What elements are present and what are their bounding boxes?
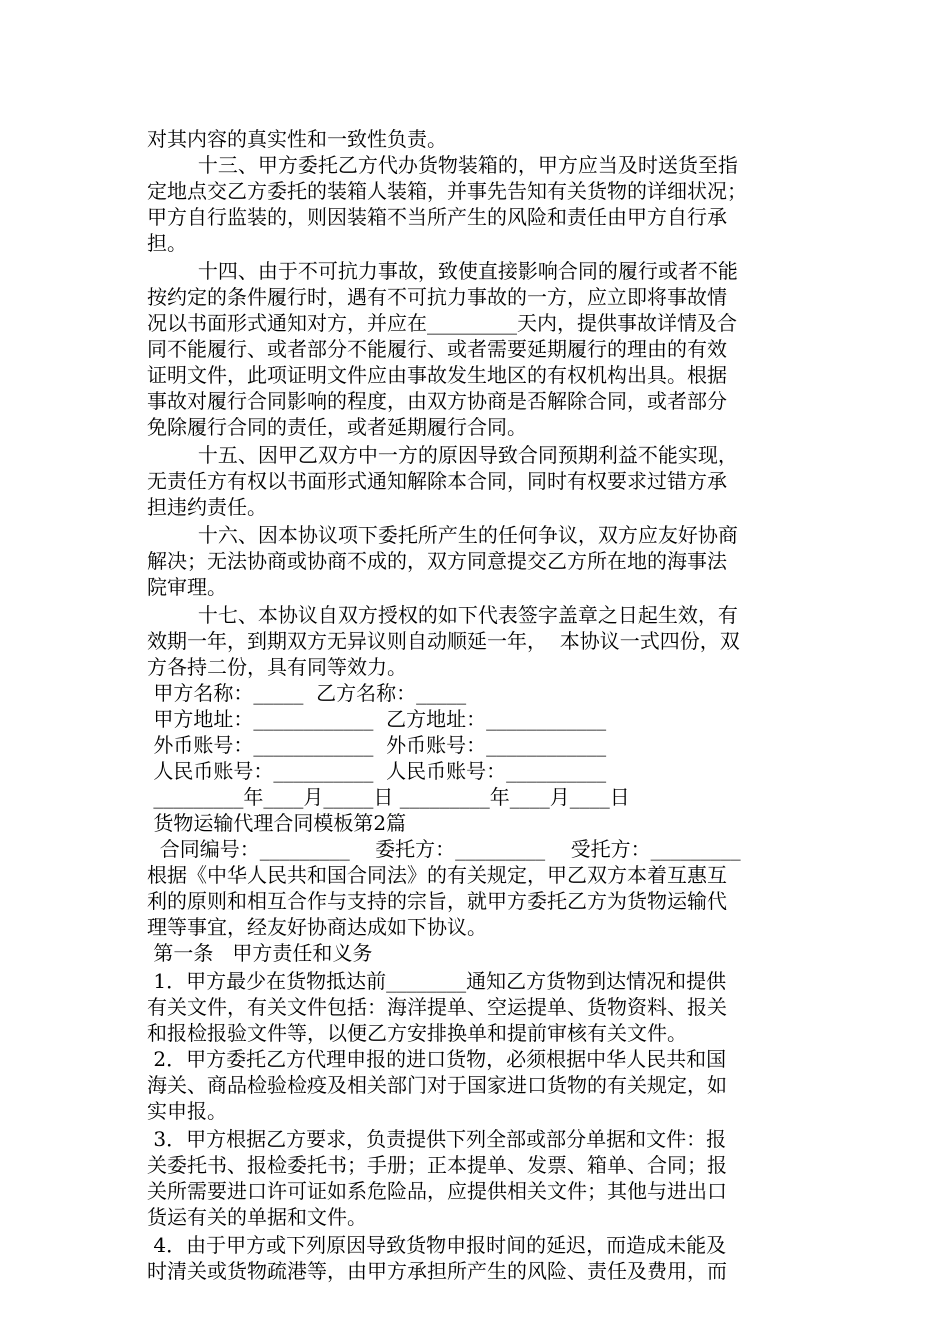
text-line: 十五、因甲乙双方中一方的原因导致合同预期利益不能实现， (147, 443, 738, 467)
text-line: 同不能履行、或者部分不能履行、或者需要延期履行的理由的有效 (147, 337, 727, 361)
text-line: 理等事宜，经友好协商达成如下协议。 (147, 915, 487, 939)
text-line: 效期一年，到期双方无异议则自动顺延一年， 本协议一式四份，双 (147, 629, 740, 653)
text-line: 况以书面形式通知对方，并应在_________天内，提供事故详情及合 (147, 311, 737, 335)
text-line: 人民币账号：__________ 人民币账号：__________ (147, 759, 607, 783)
text-line: 和报检报验文件等，以便乙方安排换单和提前审核有关文件。 (147, 1021, 687, 1045)
text-line: 按约定的条件履行时，遇有不可抗力事故的一方，应立即将事故情 (147, 285, 727, 309)
text-line: 院审理。 (147, 575, 227, 599)
text-line: 1．甲方最少在货物抵达前________通知乙方货物到达情况和提供 (147, 969, 727, 993)
text-line: 十三、甲方委托乙方代办货物装箱的，甲方应当及时送货至指 (147, 153, 738, 177)
text-line: 4．由于甲方或下列原因导致货物申报时间的延迟，而造成未能及 (147, 1233, 727, 1257)
text-line: 事故对履行合同影响的程度，由双方协商是否解除合同，或者部分 (147, 389, 727, 413)
text-line: 十四、由于不可抗力事故，致使直接影响合同的履行或者不能 (147, 259, 738, 283)
text-line: 有关文件，有关文件包括：海洋提单、空运提单、货物资料、报关 (147, 995, 727, 1019)
text-line: 无责任方有权以书面形式通知解除本合同，同时有权要求过错方承 (147, 469, 727, 493)
text-line: 外币账号：____________ 外币账号：____________ (147, 733, 607, 757)
text-line: 利的原则和相互合作与支持的宗旨，就甲方委托乙方为货物运输代 (147, 889, 727, 913)
text-line: 定地点交乙方委托的装箱人装箱，并事先告知有关货物的详细状况； (147, 179, 747, 203)
text-line: 十六、因本协议项下委托所产生的任何争议，双方应友好协商 (147, 523, 738, 547)
text-line: 对其内容的真实性和一致性负责。 (147, 127, 447, 151)
text-line: 货运有关的单据和文件。 (147, 1205, 367, 1229)
text-line: 3．甲方根据乙方要求，负责提供下列全部或部分单据和文件：报 (147, 1127, 727, 1151)
text-line: 证明文件，此项证明文件应由事故发生地区的有权机构出具。根据 (147, 363, 727, 387)
text-line: 2．甲方委托乙方代理申报的进口货物，必须根据中华人民共和国 (147, 1047, 727, 1071)
text-line: 第一条 甲方责任和义务 (147, 941, 373, 965)
text-line: 根据《中华人民共和国合同法》的有关规定，甲乙双方本着互惠互 (147, 863, 727, 887)
text-line: 合同编号：_________ 委托方：_________ 受托方：_________ (147, 837, 741, 861)
text-line: 关委托书、报检委托书；手册；正本提单、发票、箱单、合同；报 (147, 1153, 727, 1177)
text-line: 免除履行合同的责任，或者延期履行合同。 (147, 415, 527, 439)
text-line: 方各持二份，具有同等效力。 (147, 655, 407, 679)
text-line: 解决；无法协商或协商不成的，双方同意提交乙方所在地的海事法 (147, 549, 727, 573)
text-line: 时清关或货物疏港等，由甲方承担所产生的风险、责任及费用，而 (147, 1259, 727, 1283)
text-line: 实申报。 (147, 1099, 227, 1123)
text-line: 甲方自行监装的，则因装箱不当所产生的风险和责任由甲方自行承 (147, 205, 727, 229)
text-line: 关所需要进口许可证如系危险品，应提供相关文件；其他与进出口 (147, 1179, 727, 1203)
text-line: 十七、本协议自双方授权的如下代表签字盖章之日起生效，有 (147, 603, 738, 627)
text-line: _________年____月_____日 _________年____月____日 (147, 785, 630, 809)
text-line: 海关、商品检验检疫及相关部门对于国家进口货物的有关规定，如 (147, 1073, 727, 1097)
text-line: 甲方地址：____________ 乙方地址：____________ (147, 707, 607, 731)
text-line: 担。 (147, 231, 187, 255)
text-line: 甲方名称：_____ 乙方名称：_____ (147, 681, 467, 705)
text-line: 担违约责任。 (147, 495, 267, 519)
section-title: 货物运输代理合同模板第2篇 (147, 811, 407, 835)
